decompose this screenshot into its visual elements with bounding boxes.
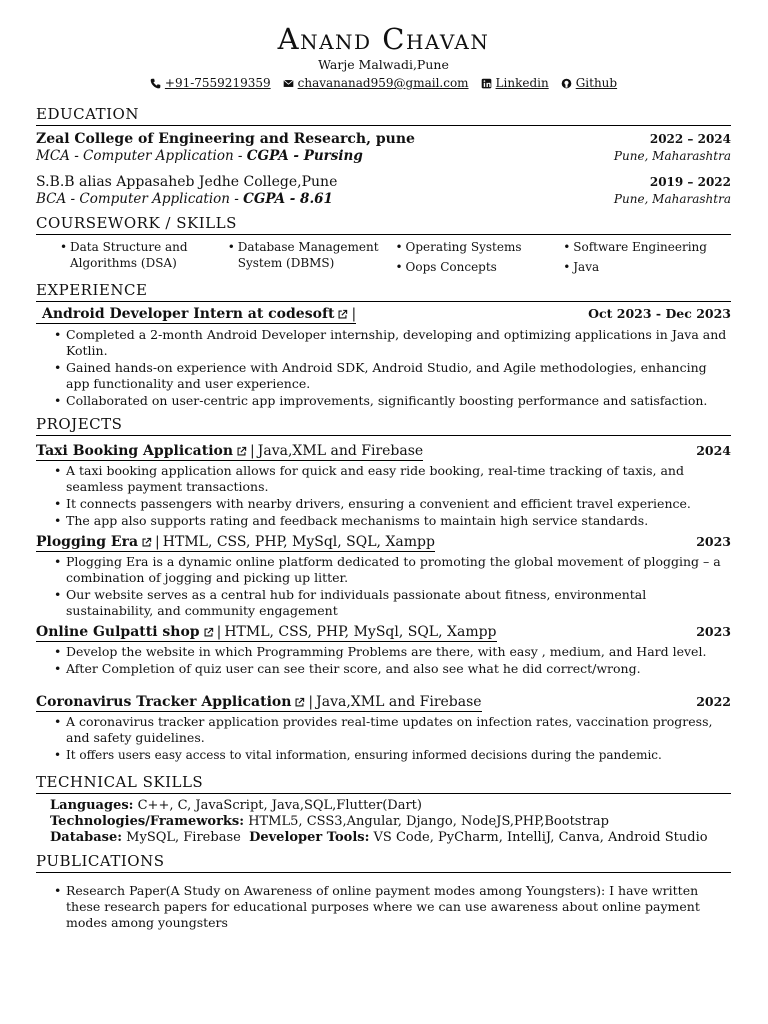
email-contact[interactable] — [283, 75, 469, 91]
project-title[interactable] — [36, 623, 497, 642]
separator: | — [216, 624, 222, 640]
list-item: • Plogging Era is a dynamic online platform dedicated to promoting the global movement of plogging – a combination of jogging and picking up litter. — [54, 554, 731, 586]
project-entry — [36, 693, 731, 763]
coursework-heading: COURSEWORK / SKILLS — [36, 214, 731, 235]
technical-skills — [36, 798, 731, 846]
technical-skills-heading: TECHNICAL SKILLS — [36, 773, 731, 794]
education-entry — [36, 131, 731, 165]
languages-line — [50, 798, 731, 814]
education-place: Pune, Maharashtra — [613, 149, 731, 163]
resume-page — [36, 22, 731, 931]
github-icon — [561, 78, 572, 89]
education-dates: 2022 – 2024 — [649, 132, 731, 146]
phone-contact[interactable] — [150, 75, 271, 91]
grade: CGPA - Pursing — [246, 148, 363, 164]
phone-link[interactable]: +91-7559219359 — [164, 76, 271, 90]
list-item: • Collaborated on user-centric app improvements, significantly boosting performance and satisfaction. — [54, 393, 731, 409]
project-bullets — [36, 554, 731, 619]
languages-label: Languages: — [50, 798, 134, 813]
degree: MCA - Computer Application - — [36, 148, 247, 164]
coursework-grid — [36, 239, 731, 279]
list-item: • Completed a 2-month Android Developer internship, developing and optimizing applications in Java and Kotlin. — [54, 327, 731, 359]
list-item: • Research Paper(A Study on Awareness of online payment modes among Youngsters): I have written these research papers for educational purposes where we can use awareness about online payment modes among youngsters — [54, 883, 731, 931]
list-item: • It connects passengers with nearby drivers, ensuring a convenient and efficient travel experience. — [54, 496, 731, 512]
project-stack: HTML, CSS, PHP, MySql, SQL, Xampp — [162, 534, 435, 550]
github-link[interactable]: Github — [575, 76, 618, 90]
list-item: • A taxi booking application allows for quick and easy ride booking, real-time tracking of taxis, and seamless payment transactions. — [54, 463, 731, 495]
experience-title[interactable] — [36, 305, 356, 324]
resume-header — [36, 22, 731, 91]
tools-label: Developer Tools: — [249, 830, 370, 845]
list-item: • Java — [563, 259, 731, 275]
project-bullets — [36, 463, 731, 529]
tech-label: Technologies/Frameworks: — [50, 814, 245, 829]
project-entry — [36, 442, 731, 529]
separator: | — [250, 443, 255, 459]
separator: | — [351, 306, 357, 322]
school-name: S.B.B alias Appasaheb Jedhe College,Pune — [36, 174, 338, 190]
grade: CGPA - 8.61 — [243, 191, 333, 207]
external-link-icon[interactable] — [294, 697, 305, 708]
db-value: MySQL, Firebase — [126, 830, 241, 845]
education-dates: 2019 – 2022 — [649, 175, 731, 189]
linkedin-icon — [481, 78, 492, 89]
envelope-icon — [283, 78, 294, 89]
candidate-name: Anand Chavan — [277, 22, 490, 56]
project-stack: Java,XML and Firebase — [257, 443, 424, 459]
project-title[interactable] — [36, 533, 435, 552]
education-entry — [36, 174, 731, 208]
contact-row — [36, 75, 731, 91]
list-item: • A coronavirus tracker application provides real-time updates on infection rates, vaccination progress, and safety guidelines. — [54, 714, 731, 746]
project-name: Online Gulpatti shop — [36, 624, 200, 640]
publications-heading: PUBLICATIONS — [36, 852, 731, 873]
list-item: • Database Management System (DBMS) — [228, 239, 396, 271]
degree: BCA - Computer Application - — [36, 191, 244, 207]
project-stack: Java,XML and Firebase — [316, 694, 482, 710]
project-title[interactable] — [36, 442, 423, 461]
list-item: • Develop the website in which Programming Problems are there, with easy , medium, and Hard level. — [54, 644, 731, 660]
list-item: • Software Engineering — [563, 239, 731, 255]
project-stack: HTML, CSS, PHP, MySql, SQL, Xampp — [224, 624, 497, 640]
external-link-icon[interactable] — [337, 309, 348, 320]
project-entry — [36, 533, 731, 619]
separator: | — [308, 694, 314, 710]
experience-bullets — [36, 327, 731, 409]
linkedin-contact[interactable] — [481, 75, 549, 91]
candidate-location: Warje Malwadi,Pune — [318, 57, 449, 72]
projects-heading: PROJECTS — [36, 415, 731, 436]
project-year: 2023 — [696, 534, 731, 549]
project-year: 2022 — [696, 694, 731, 709]
project-name: Coronavirus Tracker Application — [36, 694, 292, 710]
tools-value: VS Code, PyCharm, IntelliJ, Canva, Android Studio — [373, 830, 708, 845]
project-year: 2024 — [696, 443, 731, 458]
experience-entry — [36, 305, 731, 409]
github-contact[interactable] — [561, 75, 617, 91]
list-item: • Data Structure and Algorithms (DSA) — [60, 239, 228, 271]
degree-line — [36, 191, 333, 208]
project-bullets — [36, 644, 731, 677]
school-name: Zeal College of Engineering and Research, pune — [36, 131, 415, 147]
education-heading: EDUCATION — [36, 105, 731, 126]
list-item: • After Completion of quiz user can see their score, and also see what he did correct/wrong. — [54, 661, 731, 677]
experience-dates: Oct 2023 - Dec 2023 — [588, 306, 731, 321]
job-title: Android Developer Intern at codesoft — [42, 306, 335, 322]
linkedin-link[interactable]: Linkedin — [495, 76, 549, 90]
list-item: • It offers users easy access to vital information, ensuring informed decisions during the pandemic. — [54, 747, 731, 763]
list-item: • Oops Concepts — [396, 259, 564, 275]
tech-value: HTML5, CSS3,Angular, Django, NodeJS,PHP,Bootstrap — [248, 814, 609, 829]
list-item: • Our website serves as a central hub for individuals passionate about fitness, environmental sustainability, and community engagement — [54, 587, 731, 619]
languages-value: C++, C, JavaScript, Java,SQL,Flutter(Dart) — [137, 798, 422, 813]
project-name: Plogging Era — [36, 534, 139, 550]
list-item: • Operating Systems — [396, 239, 564, 255]
experience-heading: EXPERIENCE — [36, 281, 731, 302]
project-year: 2023 — [696, 624, 731, 639]
separator: | — [155, 534, 160, 550]
db-label: Database: — [50, 830, 123, 845]
list-item: • Gained hands-on experience with Android SDK, Android Studio, and Agile methodologies, enhancing app functionality and user experience. — [54, 360, 731, 392]
external-link-icon[interactable] — [141, 537, 152, 548]
project-name: Taxi Booking Application — [36, 443, 234, 459]
publications-list — [36, 883, 731, 931]
tech-line — [50, 814, 731, 830]
degree-line — [36, 148, 363, 165]
project-title[interactable] — [36, 693, 482, 712]
db-line — [50, 830, 731, 846]
education-place: Pune, Maharashtra — [613, 192, 731, 206]
list-item: • The app also supports rating and feedback mechanisms to maintain high service standards. — [54, 513, 731, 529]
phone-icon — [150, 78, 161, 89]
project-bullets — [36, 714, 731, 763]
email-link[interactable]: chavananad959@gmail.com — [297, 76, 469, 90]
external-link-icon[interactable] — [203, 627, 214, 638]
project-entry — [36, 623, 731, 677]
external-link-icon[interactable] — [236, 446, 247, 457]
